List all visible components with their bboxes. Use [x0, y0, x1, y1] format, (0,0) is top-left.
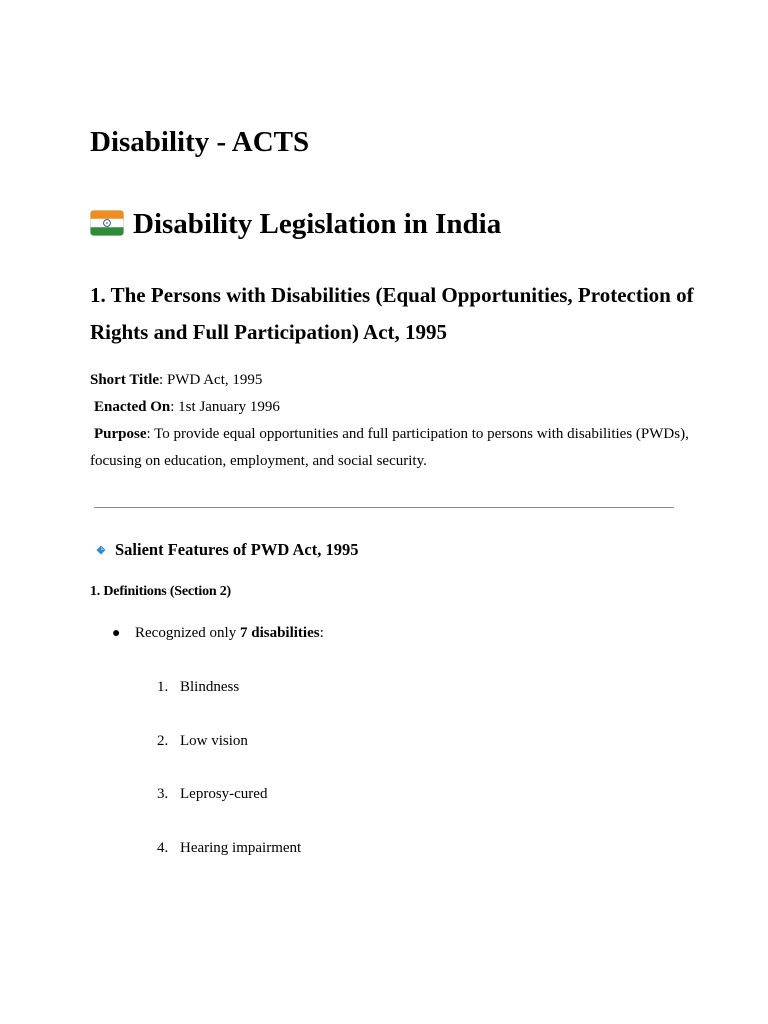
- list-number: 1.: [157, 679, 169, 695]
- short-title-row: [90, 367, 690, 394]
- section-title: [90, 206, 501, 242]
- bullet-bold: 7 disabilities: [239, 625, 320, 641]
- list-number: 2.: [157, 732, 169, 749]
- short-title-label: Short Title: [90, 372, 160, 388]
- list-item: [157, 730, 301, 784]
- list-item: [112, 622, 324, 645]
- list-item: [157, 676, 301, 730]
- purpose-label: Purpose: [94, 426, 147, 442]
- list-label: Blindness: [180, 679, 240, 695]
- enacted-label: Enacted On: [94, 399, 171, 415]
- india-flag-icon: [90, 210, 124, 236]
- list-label: Hearing impairment: [180, 839, 302, 856]
- list-item: [157, 783, 301, 837]
- bullet-icon: ●: [112, 626, 121, 641]
- bullet-prefix: Recognized only: [135, 625, 240, 641]
- list-label: Low vision: [180, 732, 248, 749]
- definitions-heading: 1. Definitions (Section 2): [90, 584, 232, 599]
- enacted-value: : 1st January 1996: [170, 399, 280, 415]
- purpose-value: : To provide equal opportunities and full participation to persons with disabilities (PWDs), focusing on education, employment, and social security.: [90, 426, 689, 469]
- features-heading-text: Salient Features of PWD Act, 1995: [115, 540, 359, 559]
- blue-diamond-icon: [96, 545, 106, 555]
- list-label: Leprosy-cured: [180, 786, 268, 802]
- list-number: 3.: [157, 786, 169, 802]
- section-title-text: Disability Legislation in India: [133, 208, 502, 240]
- horizontal-divider: [94, 507, 674, 508]
- purpose-row: [90, 421, 690, 475]
- act-heading: 1. The Persons with Disabilities (Equal Opportunities, Protection of Rights and Full Participation) Act, 1995: [90, 283, 694, 344]
- features-heading: [96, 539, 359, 561]
- act-summary: [90, 367, 690, 475]
- short-title-value: : PWD Act, 1995: [159, 372, 263, 388]
- page-title: Disability - ACTS: [90, 126, 310, 158]
- disabilities-list: [157, 676, 301, 890]
- list-item: [157, 837, 301, 891]
- bullet-suffix: :: [319, 625, 324, 641]
- enacted-row: [90, 394, 690, 421]
- list-number: 4.: [157, 839, 169, 856]
